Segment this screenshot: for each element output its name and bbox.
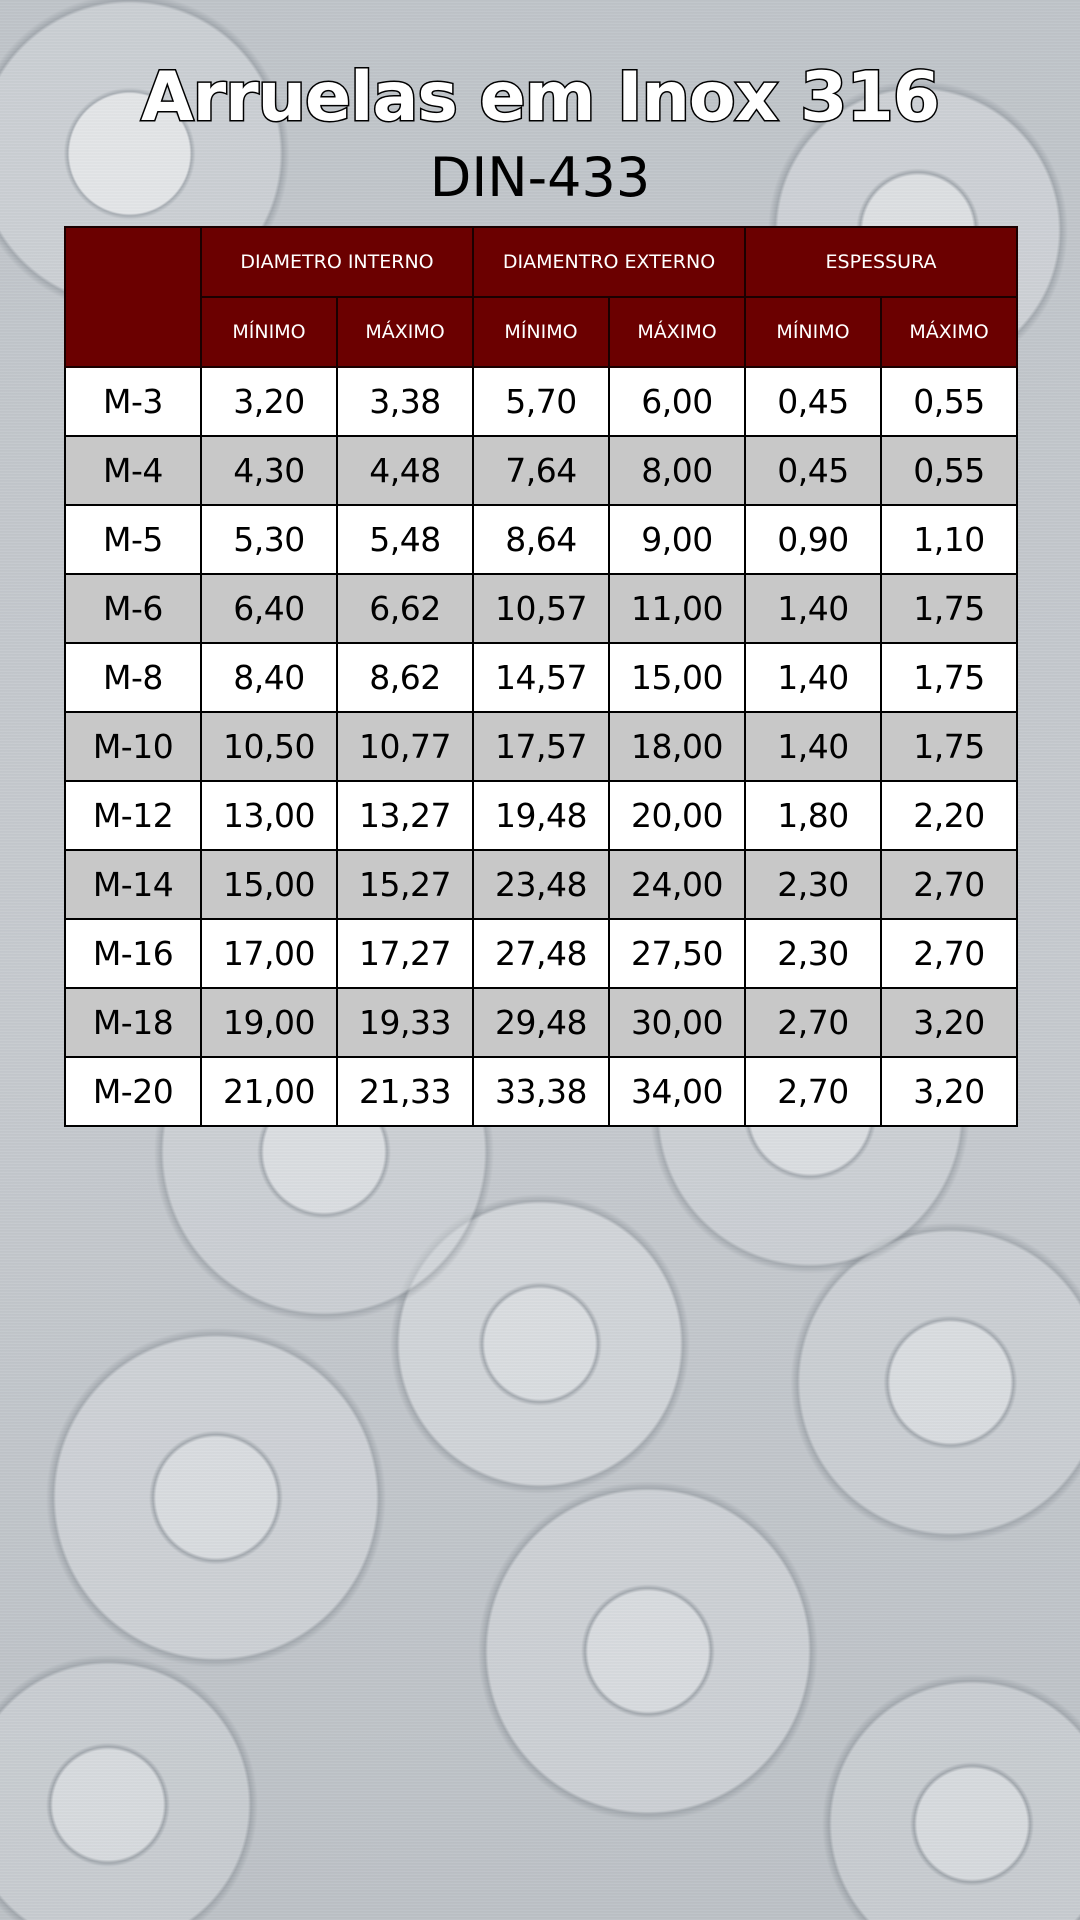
external-max-cell: 34,00 — [609, 1057, 745, 1126]
sub-header-max: MÁXIMO — [337, 297, 473, 367]
thickness-max-cell: 0,55 — [881, 436, 1017, 505]
external-min-cell: 7,64 — [473, 436, 609, 505]
size-cell: M-6 — [65, 574, 201, 643]
table-row — [65, 850, 1017, 919]
thickness-max-cell: 1,75 — [881, 574, 1017, 643]
table-row — [65, 436, 1017, 505]
table-row — [65, 988, 1017, 1057]
table-row — [65, 1057, 1017, 1126]
external-min-cell: 33,38 — [473, 1057, 609, 1126]
internal-max-cell: 4,48 — [337, 436, 473, 505]
sub-header-min: MÍNIMO — [201, 297, 337, 367]
external-min-cell: 27,48 — [473, 919, 609, 988]
thickness-max-cell: 3,20 — [881, 1057, 1017, 1126]
thickness-max-cell: 3,20 — [881, 988, 1017, 1057]
size-cell: M-4 — [65, 436, 201, 505]
external-max-cell: 20,00 — [609, 781, 745, 850]
washer-spec-table — [64, 226, 1018, 1127]
internal-max-cell: 5,48 — [337, 505, 473, 574]
internal-min-cell: 5,30 — [201, 505, 337, 574]
internal-min-cell: 17,00 — [201, 919, 337, 988]
page-subtitle: DIN-433 — [429, 146, 651, 209]
external-max-cell: 15,00 — [609, 643, 745, 712]
sub-header-max: MÁXIMO — [609, 297, 745, 367]
sub-header-min: MÍNIMO — [745, 297, 881, 367]
external-min-cell: 17,57 — [473, 712, 609, 781]
size-cell: M-12 — [65, 781, 201, 850]
internal-max-cell: 8,62 — [337, 643, 473, 712]
thickness-min-cell: 0,45 — [745, 436, 881, 505]
size-cell: M-18 — [65, 988, 201, 1057]
group-header-external-diameter: DIAMENTRO EXTERNO — [473, 227, 745, 297]
table-row — [65, 367, 1017, 436]
table-body — [65, 367, 1017, 1126]
external-max-cell: 18,00 — [609, 712, 745, 781]
thickness-min-cell: 2,30 — [745, 850, 881, 919]
group-header-thickness: ESPESSURA — [745, 227, 1017, 297]
table-row — [65, 781, 1017, 850]
internal-max-cell: 13,27 — [337, 781, 473, 850]
external-max-cell: 30,00 — [609, 988, 745, 1057]
thickness-min-cell: 0,45 — [745, 367, 881, 436]
external-max-cell: 6,00 — [609, 367, 745, 436]
size-cell: M-10 — [65, 712, 201, 781]
table-row — [65, 505, 1017, 574]
internal-max-cell: 21,33 — [337, 1057, 473, 1126]
internal-min-cell: 8,40 — [201, 643, 337, 712]
internal-max-cell: 17,27 — [337, 919, 473, 988]
internal-max-cell: 19,33 — [337, 988, 473, 1057]
table-row — [65, 574, 1017, 643]
size-cell: M-20 — [65, 1057, 201, 1126]
thickness-min-cell: 0,90 — [745, 505, 881, 574]
thickness-max-cell: 0,55 — [881, 367, 1017, 436]
table-row — [65, 712, 1017, 781]
thickness-min-cell: 1,80 — [745, 781, 881, 850]
thickness-min-cell: 2,70 — [745, 988, 881, 1057]
external-max-cell: 11,00 — [609, 574, 745, 643]
page-title: Arruelas em Inox 316 — [140, 58, 940, 137]
internal-max-cell: 6,62 — [337, 574, 473, 643]
thickness-min-cell: 1,40 — [745, 712, 881, 781]
external-min-cell: 23,48 — [473, 850, 609, 919]
size-cell: M-3 — [65, 367, 201, 436]
thickness-max-cell: 1,75 — [881, 712, 1017, 781]
thickness-min-cell: 2,70 — [745, 1057, 881, 1126]
external-min-cell: 8,64 — [473, 505, 609, 574]
table-row — [65, 919, 1017, 988]
thickness-min-cell: 1,40 — [745, 643, 881, 712]
sub-header-min: MÍNIMO — [473, 297, 609, 367]
internal-min-cell: 19,00 — [201, 988, 337, 1057]
external-max-cell: 8,00 — [609, 436, 745, 505]
external-min-cell: 19,48 — [473, 781, 609, 850]
thickness-min-cell: 1,40 — [745, 574, 881, 643]
external-max-cell: 9,00 — [609, 505, 745, 574]
internal-max-cell: 3,38 — [337, 367, 473, 436]
thickness-max-cell: 1,10 — [881, 505, 1017, 574]
internal-max-cell: 15,27 — [337, 850, 473, 919]
thickness-max-cell: 2,70 — [881, 919, 1017, 988]
size-cell: M-14 — [65, 850, 201, 919]
thickness-max-cell: 2,70 — [881, 850, 1017, 919]
external-min-cell: 14,57 — [473, 643, 609, 712]
size-cell: M-16 — [65, 919, 201, 988]
internal-min-cell: 10,50 — [201, 712, 337, 781]
table-row — [65, 643, 1017, 712]
group-header-internal-diameter: DIAMETRO INTERNO — [201, 227, 473, 297]
internal-min-cell: 15,00 — [201, 850, 337, 919]
internal-min-cell: 13,00 — [201, 781, 337, 850]
corner-header-cell — [65, 227, 201, 367]
internal-min-cell: 6,40 — [201, 574, 337, 643]
external-max-cell: 27,50 — [609, 919, 745, 988]
size-cell: M-8 — [65, 643, 201, 712]
spec-table-container — [64, 226, 1018, 1127]
external-max-cell: 24,00 — [609, 850, 745, 919]
thickness-min-cell: 2,30 — [745, 919, 881, 988]
internal-min-cell: 3,20 — [201, 367, 337, 436]
external-min-cell: 10,57 — [473, 574, 609, 643]
thickness-max-cell: 1,75 — [881, 643, 1017, 712]
internal-min-cell: 4,30 — [201, 436, 337, 505]
internal-min-cell: 21,00 — [201, 1057, 337, 1126]
external-min-cell: 5,70 — [473, 367, 609, 436]
sub-header-max: MÁXIMO — [881, 297, 1017, 367]
thickness-max-cell: 2,20 — [881, 781, 1017, 850]
size-cell: M-5 — [65, 505, 201, 574]
internal-max-cell: 10,77 — [337, 712, 473, 781]
external-min-cell: 29,48 — [473, 988, 609, 1057]
